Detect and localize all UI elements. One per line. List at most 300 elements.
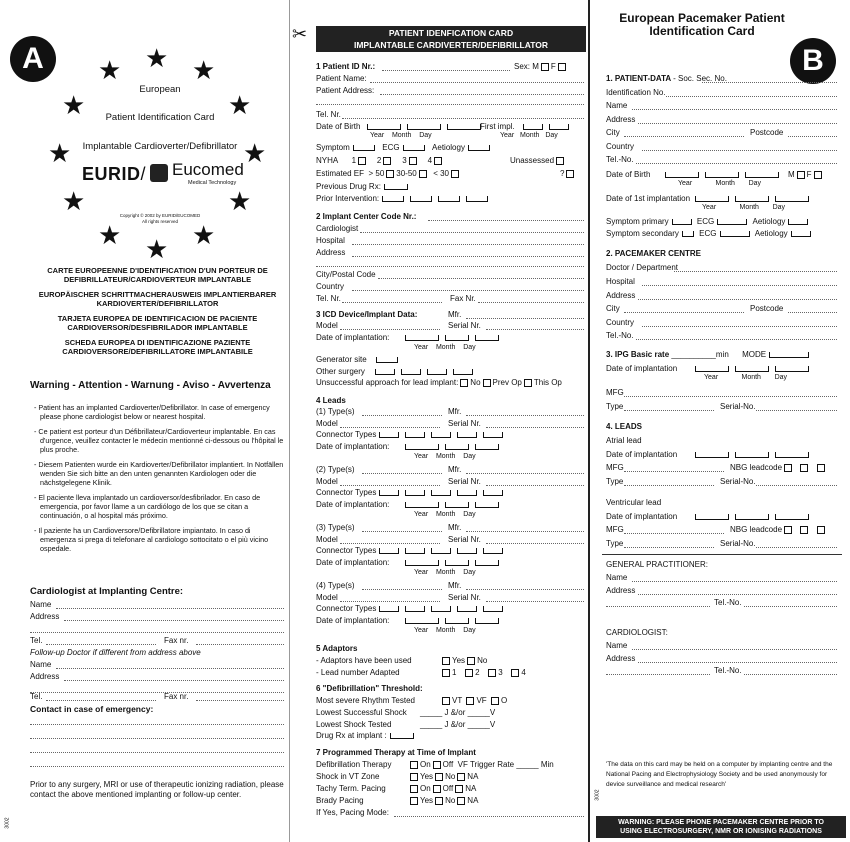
lead-model-label: Model — [316, 477, 338, 486]
shock-na-checkbox[interactable] — [457, 773, 465, 781]
warning-de: - Diesem Patienten wurde ein Kardioverter/Defibrillator implantiert. In Notfällen wenden Sie sich bitte an den unten genannten Kardiologen oder die nächstgelegene Klinik. — [34, 460, 284, 487]
atrial-mfg-field[interactable] — [624, 471, 724, 472]
defib-off-checkbox[interactable] — [433, 761, 441, 769]
emergency-line-3[interactable] — [30, 752, 284, 753]
patient-address-field[interactable] — [380, 94, 584, 95]
title-fr: CARTE EUROPEENNE D'IDENTIFICATION D'UN PORTEUR DE DEFIBRILLATEUR/CARDIOVERTEUR IMPLANTABLE — [47, 266, 268, 284]
defib-on-checkbox[interactable] — [410, 761, 418, 769]
gen-site-row: Generator site — [316, 355, 401, 364]
star-icon: ★ — [98, 220, 122, 250]
ipg-mfg-field[interactable] — [624, 396, 837, 397]
rhythm-vf-checkbox[interactable] — [466, 697, 474, 705]
nyha-2-checkbox[interactable] — [383, 157, 391, 165]
pacing-mode-label: If Yes, Pacing Mode: — [316, 808, 389, 817]
unsuccessful-row: Unsuccessful approach for lead implant: No Prev Op This Op — [316, 378, 562, 387]
sex-f-label: F — [550, 62, 556, 71]
vent-serial-label: Serial-No. — [720, 539, 756, 548]
atrial-doi-label: Date of implantation — [606, 450, 678, 459]
b-tel-label: Tel.-No. — [606, 155, 634, 164]
warning-list — [30, 403, 285, 559]
b-tel-label-2: Tel.-No. — [606, 331, 634, 340]
dob-ymd: Year Month Day — [370, 132, 432, 139]
b-postcode-field-2[interactable] — [788, 312, 837, 313]
dob-field[interactable] — [364, 122, 484, 131]
severe-rhythm-label: Most severe Rhythm Tested — [316, 696, 416, 705]
city-field[interactable] — [378, 278, 584, 279]
defib-therapy-label: Defibrillation Therapy — [316, 760, 392, 769]
pacemaker-warning — [596, 816, 846, 838]
atrial-mfg-label: MFG — [606, 463, 624, 472]
followup-name-label: Name — [30, 660, 52, 669]
followup-address-field[interactable] — [64, 680, 284, 681]
side-code: 3002 — [4, 817, 11, 829]
b-section-4-title: 4. LEADS — [606, 422, 643, 431]
b-country-label-2: Country — [606, 318, 635, 327]
lead-model-field[interactable] — [340, 427, 440, 428]
vent-doi-field[interactable] — [692, 512, 812, 521]
b-name-field[interactable] — [632, 109, 837, 110]
gp-address-label: Address — [606, 586, 636, 595]
lead-type-field[interactable] — [362, 473, 442, 474]
cardiologist-address-label: Address — [30, 612, 60, 621]
brady-yes-checkbox[interactable] — [410, 797, 418, 805]
b-section-3-title: 3. IPG Basic rate __________min MODE — [606, 350, 812, 359]
city-label: City/Postal Code — [316, 270, 376, 279]
cardio-address-field-2[interactable] — [606, 674, 710, 675]
lead-type-field[interactable] — [362, 589, 442, 590]
address-label: Address — [316, 248, 346, 257]
eucomed-logo: Eucomed — [172, 160, 244, 179]
panel-a-badge: A — [10, 36, 56, 82]
nyha-row: NYHA 1 2 3 4 — [316, 156, 444, 165]
defib-therapy-options: On Off VF Trigger Rate _____ Min — [408, 760, 554, 769]
header-line1: PATIENT IDENFICATION CARD — [388, 28, 514, 38]
b-city-field[interactable] — [624, 136, 744, 137]
star-icon: ★ — [192, 55, 216, 85]
sex-field — [514, 62, 568, 71]
cardiologist-name-field[interactable] — [56, 608, 284, 609]
hospital-label: Hospital — [316, 236, 345, 245]
b-first-impl-field[interactable] — [692, 194, 812, 203]
star-icon: ★ — [228, 90, 252, 120]
eucomed-sub: Medical Technology — [188, 180, 237, 186]
emergency-line-4[interactable] — [30, 766, 284, 767]
vent-mfg-label: MFG — [606, 525, 624, 534]
b-dob-ymd: Year Month Day — [678, 180, 762, 187]
soc-sec-field[interactable] — [702, 82, 837, 83]
atrial-serial-field[interactable] — [756, 485, 837, 486]
shock-vt-options: Yes No NA — [408, 772, 478, 781]
vent-nbg-box-2[interactable] — [800, 526, 808, 534]
unassessed-checkbox[interactable] — [556, 157, 564, 165]
section-7-title: 7 Programmed Therapy at Time of Implant — [316, 748, 476, 757]
cardiologist-tel-label: Tel. — [30, 636, 43, 645]
cardiologist-fax-label: Fax nr. — [164, 636, 189, 645]
brady-label: Brady Pacing — [316, 796, 364, 805]
ventricular-label: Ventricular lead — [606, 498, 662, 507]
vent-nbg-box-3[interactable] — [817, 526, 825, 534]
lead-doi-ymd: Year Month Day — [414, 627, 476, 634]
lead-doi-label: Date of implantation: — [316, 442, 390, 451]
patient-name-field[interactable] — [370, 82, 584, 83]
prior-int-row: Prior Intervention: — [316, 194, 491, 203]
copyright: Copyright © 2002 by EURID/EUCOMED — [119, 213, 201, 218]
lowest-tested-label: Lowest Shock Tested — [316, 720, 392, 729]
icd-model-field[interactable] — [340, 329, 440, 330]
b-sym-secondary-row: Symptom secondary ECG Aetiology — [606, 229, 814, 238]
icd-card-back — [290, 0, 590, 842]
lead-model-label: Model — [316, 593, 338, 602]
followup-address-label: Address — [30, 672, 60, 681]
b-city-label-2: City — [606, 304, 620, 313]
eucomed-logo-icon — [150, 164, 168, 182]
cardio-title: CARDIOLOGIST: — [606, 628, 668, 637]
lead-mfr-label: Mfr. — [448, 581, 462, 590]
lead-type-field[interactable] — [362, 531, 442, 532]
b-city-label: City — [606, 128, 620, 137]
doctor-field[interactable] — [674, 271, 837, 272]
address-field[interactable] — [352, 256, 584, 257]
lead-connector-row: Connector Types — [316, 430, 506, 439]
ef-lt30-checkbox[interactable] — [451, 170, 459, 178]
icd-doi-field[interactable] — [402, 333, 502, 342]
ipg-serial-field[interactable] — [756, 410, 837, 411]
eurid-logo: EURID/ — [82, 164, 147, 184]
lead-adapted-4[interactable] — [511, 669, 519, 677]
followup-tel-label: Tel. — [30, 692, 43, 701]
lead-model-field[interactable] — [340, 601, 440, 602]
unsucc-prevop-checkbox[interactable] — [483, 379, 491, 387]
fax-field[interactable] — [478, 302, 584, 303]
followup-label: Follow-up Doctor if different from address above — [30, 648, 201, 657]
b-postcode-label-2: Postcode — [750, 304, 784, 313]
gp-name-label: Name — [606, 573, 628, 582]
cardio-address-label: Address — [606, 654, 636, 663]
warning-title: Warning - Attention - Warnung - Aviso - Avvertenza — [30, 380, 271, 391]
b-sym-primary-row: Symptom primary ECG Aetiology — [606, 217, 811, 226]
lead-serial-label: Serial Nr. — [448, 477, 481, 486]
lead-serial-field[interactable] — [486, 427, 584, 428]
icd-mfr-label: Mfr. — [448, 310, 462, 319]
vent-nbg: NBG leadcode — [730, 525, 827, 534]
title-es: TARJETA EUROPEA DE IDENTIFICACION DE PACIENTE CARDIOVERSOR/DESFIBRILADOR IMPLANTABLE — [57, 314, 258, 332]
b-address-field-2[interactable] — [638, 299, 837, 300]
lead-connector-row: Connector Types — [316, 604, 506, 613]
lead-doi-field[interactable] — [402, 500, 502, 509]
lead-mfr-field[interactable] — [466, 531, 584, 532]
tachy-label: Tachy Term. Pacing — [316, 784, 386, 793]
tachy-na-checkbox[interactable] — [455, 785, 463, 793]
b-postcode-field[interactable] — [788, 136, 837, 137]
rhythm-o-checkbox[interactable] — [491, 697, 499, 705]
vent-serial-field[interactable] — [756, 547, 837, 548]
tel-label-2: Tel. Nr. — [316, 294, 341, 303]
b-address-label-2: Address — [606, 291, 636, 300]
first-impl-label: First impl. — [480, 122, 515, 131]
gp-address-field[interactable] — [638, 594, 837, 595]
lead-model-field[interactable] — [340, 543, 440, 544]
warning-fr: - Ce patient est porteur d'un Défibrillateur/Cardioverteur implantable. En cas d'urgence, veuillez contacter le médecin mentionné ci-dessous ou l'hôpital le plus proche. — [34, 427, 284, 454]
lead-serial-field[interactable] — [486, 543, 584, 544]
ef-unknown: ? — [560, 169, 576, 178]
atrial-doi-field[interactable] — [692, 450, 812, 459]
lead-doi-field[interactable] — [402, 616, 502, 625]
lead-model-field[interactable] — [340, 485, 440, 486]
first-impl-field[interactable] — [520, 122, 572, 131]
followup-fax-field[interactable] — [196, 700, 284, 701]
atrial-type-field[interactable] — [624, 485, 714, 486]
unsucc-thisop-checkbox[interactable] — [524, 379, 532, 387]
lead-mfr-field[interactable] — [466, 415, 584, 416]
country-field[interactable] — [352, 290, 584, 291]
followup-fax-label: Fax nr. — [164, 692, 189, 701]
lowest-success-label: Lowest Successful Shock — [316, 708, 407, 717]
section-5-title: 5 Adaptors — [316, 644, 358, 653]
b-sex-m-checkbox[interactable] — [797, 171, 805, 179]
nyha-4-checkbox[interactable] — [434, 157, 442, 165]
lead-doi-ymd: Year Month Day — [414, 569, 476, 576]
lead-model-label: Model — [316, 535, 338, 544]
ipg-type-label: Type — [606, 402, 624, 411]
atrial-type-label: Type — [606, 477, 624, 486]
severe-rhythm-options: VT VF O — [440, 696, 507, 705]
tachy-on-checkbox[interactable] — [410, 785, 418, 793]
nyha-3-checkbox[interactable] — [409, 157, 417, 165]
warning-en: - Patient has an implanted Cardioverter/Defibrillator. In case of emergency please phone cardiologist below or nearest hospital. — [34, 403, 270, 421]
tachy-off-checkbox[interactable] — [433, 785, 441, 793]
cardiologist-address-field[interactable] — [64, 620, 284, 621]
brand-line1: European — [139, 84, 181, 95]
b-side-code: 3002 — [594, 789, 601, 801]
patient-id-field[interactable] — [382, 70, 510, 71]
section-6-title: 6 "Defibrillation" Threshold: — [316, 684, 423, 693]
prev-drug-row: Previous Drug Rx: — [316, 182, 411, 191]
atrial-label: Atrial lead — [606, 436, 642, 445]
lead-adapted-2[interactable] — [465, 669, 473, 677]
cardiologist-name-label: Name — [30, 600, 52, 609]
ef-gt50-checkbox[interactable] — [386, 170, 394, 178]
tachy-options: On Off NA — [408, 784, 476, 793]
cardiologist-label: Cardiologist — [316, 224, 359, 233]
shock-yes-checkbox[interactable] — [410, 773, 418, 781]
b-tel-field[interactable] — [636, 163, 837, 164]
lowest-tested-field[interactable]: _____ J &/or _____V — [420, 720, 496, 729]
lead-doi-field[interactable] — [402, 442, 502, 451]
ident-field[interactable] — [666, 96, 837, 97]
adaptors-used-options: Yes No — [440, 656, 487, 665]
lead-doi-field[interactable] — [402, 558, 502, 567]
b-hospital-label: Hospital — [606, 277, 635, 286]
tel-field-2[interactable] — [342, 302, 442, 303]
center-code-field[interactable] — [428, 220, 584, 221]
cardio-name-label: Name — [606, 641, 628, 650]
adaptors-no-checkbox[interactable] — [467, 657, 475, 665]
b-sex-f-checkbox[interactable] — [814, 171, 822, 179]
b-tel-field-2[interactable] — [636, 339, 837, 340]
lowest-success-field[interactable]: _____ J &/or _____V — [420, 708, 496, 717]
lead-mfr-label: Mfr. — [448, 407, 462, 416]
atrial-nbg: NBG leadcode — [730, 463, 827, 472]
pacemaker-title — [602, 12, 802, 38]
lead-serial-label: Serial Nr. — [448, 593, 481, 602]
lead-type-label: (4) Type(s) — [316, 581, 355, 590]
atrial-nbg-box-2[interactable] — [800, 464, 808, 472]
ef-row: Estimated EF > 50 30-50 < 30 — [316, 169, 461, 178]
vent-doi-label: Date of implantation — [606, 512, 678, 521]
b-dob-field[interactable] — [662, 170, 782, 179]
vent-mfg-field[interactable] — [624, 533, 724, 534]
gp-name-field[interactable] — [632, 581, 837, 582]
scissors-icon: ✂ — [292, 24, 308, 44]
lead-serial-label: Serial Nr. — [448, 419, 481, 428]
b-city-field-2[interactable] — [624, 312, 744, 313]
cardio-tel-label: Tel.-No. — [714, 666, 742, 675]
icd-doi-label: Date of implantation: — [316, 333, 390, 342]
cardio-tel-field[interactable] — [744, 674, 837, 675]
star-icon: ★ — [48, 138, 72, 168]
pacing-mode-field[interactable] — [394, 816, 584, 817]
ipg-type-field[interactable] — [624, 410, 714, 411]
gp-address-field-2[interactable] — [606, 606, 710, 607]
lead-mfr-field[interactable] — [466, 473, 584, 474]
shock-no-checkbox[interactable] — [435, 773, 443, 781]
lead-doi-label: Date of implantation: — [316, 616, 390, 625]
sex-m-checkbox[interactable] — [541, 63, 549, 71]
b-hospital-field[interactable] — [642, 285, 837, 286]
star-icon: ★ — [62, 90, 86, 120]
icd-serial-field[interactable] — [486, 329, 584, 330]
b-address-field[interactable] — [638, 123, 837, 124]
nyha-1-checkbox[interactable] — [358, 157, 366, 165]
adaptors-yes-checkbox[interactable] — [442, 657, 450, 665]
icd-card-front — [0, 0, 290, 842]
cardio-name-field[interactable] — [632, 649, 837, 650]
ef-unknown-checkbox[interactable] — [566, 170, 574, 178]
cardiologist-tel-field[interactable] — [46, 644, 156, 645]
other-surgery-row: Other surgery — [316, 367, 476, 376]
cardio-address-field[interactable] — [638, 662, 837, 663]
star-icon: ★ — [192, 220, 216, 250]
doctor-label: Doctor / Department — [606, 263, 679, 272]
title-it: SCHEDA EUROPEA DI IDENTIFICAZIONE PAZIENTE CARDIOVERSORE/DEFIBRILLATORE IMPLANTABILE — [62, 338, 253, 356]
lead-doi-ymd: Year Month Day — [414, 511, 476, 518]
b-country-field-2[interactable] — [642, 326, 837, 327]
patient-address-field-2[interactable] — [316, 104, 584, 105]
b-section-2-title: 2. PACEMAKER CENTRE — [606, 249, 701, 258]
lead-mfr-label: Mfr. — [448, 523, 462, 532]
gp-tel-field[interactable] — [744, 606, 837, 607]
lead-serial-field[interactable] — [486, 601, 584, 602]
warning-es: - El paciente lleva implantado un cardioversor/desfibrilador. En caso de emergencia, por favor llame a un cardiólogo de los que se citan a continuación, o al hospital más próximo. — [34, 493, 261, 520]
cardiologist-address-field-2[interactable] — [30, 632, 284, 633]
emergency-line-1[interactable] — [30, 724, 284, 725]
followup-name-field[interactable] — [56, 668, 284, 669]
b-address-label: Address — [606, 115, 636, 124]
cardiologist-fax-field[interactable] — [196, 644, 284, 645]
lead-serial-field[interactable] — [486, 485, 584, 486]
lead-mfr-field[interactable] — [466, 589, 584, 590]
emergency-title: Contact in case of emergency: — [30, 704, 154, 714]
data-disclaimer: 'The data on this card may be held on a computer by implanting centre and the National Pacing and Electrophysiology Society and be used anonymously for device surveillance and medical research' — [606, 761, 833, 788]
tel-label: Tel. Nr. — [316, 110, 341, 119]
hospital-field[interactable] — [352, 244, 584, 245]
b-sex-field: M F — [788, 170, 824, 179]
followup-address-field-2[interactable] — [30, 692, 284, 693]
lead-doi-ymd: Year Month Day — [414, 453, 476, 460]
emergency-line-2[interactable] — [30, 738, 284, 739]
lead-serial-label: Serial Nr. — [448, 535, 481, 544]
unsucc-no-checkbox[interactable] — [460, 379, 468, 387]
first-impl-ymd: Year Month Day — [500, 132, 558, 139]
section-3-title: 3 ICD Device/Implant Data: — [316, 310, 418, 319]
address-field-2[interactable] — [316, 266, 584, 267]
b-dob-label: Date of Birth — [606, 170, 651, 179]
cardiologist-field[interactable] — [360, 232, 584, 233]
star-icon: ★ — [243, 138, 267, 168]
icd-serial-label: Serial Nr. — [448, 321, 481, 330]
icd-doi-ymd: Year Month Day — [414, 344, 476, 351]
brady-no-checkbox[interactable] — [435, 797, 443, 805]
b-doi-ymd: Year Month Day — [704, 374, 788, 381]
warning-line2: USING ELECTROSURGERY, NMR OR IONISING RADIATIONS — [620, 828, 822, 835]
footer-note: Prior to any surgery, MRI or use of therapeutic ionizing radiation, please contact the above mentioned implanting or follow-up center. — [30, 780, 284, 799]
followup-tel-field[interactable] — [46, 700, 156, 701]
b-section-1-title: 1. PATIENT-DATA - Soc. Sec. No. — [606, 74, 727, 83]
brady-na-checkbox[interactable] — [457, 797, 465, 805]
unassessed: Unassessed — [510, 156, 566, 165]
title-de: EUROPÄISCHER SCHRITTMACHERAUSWEIS IMPLANTIERBARER KARDIOVERTER/DEFIBRILLATOR — [38, 290, 277, 308]
adaptors-used-label: - Adaptors have been used — [316, 656, 412, 665]
warning-it: - Il paziente ha un Cardioversore/Defibrillatore impiantato. In caso di emergenza si prega di telefonare al cardiologo sottocitato o el più vicino ospedale. — [34, 526, 269, 553]
patient-address-label: Patient Address: — [316, 86, 375, 95]
lead-mfr-label: Mfr. — [448, 465, 462, 474]
lead-adapted-1[interactable] — [442, 669, 450, 677]
dob-label: Date of Birth — [316, 122, 361, 131]
fax-label: Fax Nr. — [450, 294, 476, 303]
lead-doi-label: Date of implantation: — [316, 558, 390, 567]
icd-model-label: Model — [316, 321, 338, 330]
lead-doi-label: Date of implantation: — [316, 500, 390, 509]
warning-line1: WARNING: PLEASE PHONE PACEMAKER CENTRE PRIOR TO — [618, 819, 824, 826]
symptom-row: Symptom ECG Aetiology — [316, 143, 493, 152]
rhythm-vt-checkbox[interactable] — [442, 697, 450, 705]
brady-options: Yes No NA — [408, 796, 478, 805]
vent-type-field[interactable] — [624, 547, 714, 548]
country-label: Country — [316, 282, 345, 291]
lead-adapted-options: 1 2 3 4 — [440, 668, 526, 677]
lead-type-field[interactable] — [362, 415, 442, 416]
atrial-nbg-box-1[interactable] — [784, 464, 792, 472]
lead-connector-row: Connector Types — [316, 546, 506, 555]
lead-adapted-3[interactable] — [488, 669, 496, 677]
sex-f-checkbox[interactable] — [558, 63, 566, 71]
title-line1: European Pacemaker Patient — [619, 11, 785, 25]
icd-mfr-field[interactable] — [466, 318, 584, 319]
b-country-field[interactable] — [642, 150, 837, 151]
pacemaker-card — [592, 0, 850, 842]
b-divider — [602, 554, 842, 555]
star-icon: ★ — [145, 234, 169, 264]
vent-nbg-box-1[interactable] — [784, 526, 792, 534]
b-first-impl-ymd: Year Month Day — [702, 204, 786, 211]
b-doi-field[interactable] — [692, 364, 812, 373]
lead-type-label: (2) Type(s) — [316, 465, 355, 474]
ipg-serial-label: Serial-No. — [720, 402, 756, 411]
atrial-nbg-box-3[interactable] — [817, 464, 825, 472]
lead-connector-row: Connector Types — [316, 488, 506, 497]
ef-30-50-checkbox[interactable] — [419, 170, 427, 178]
tel-field[interactable] — [342, 118, 584, 119]
